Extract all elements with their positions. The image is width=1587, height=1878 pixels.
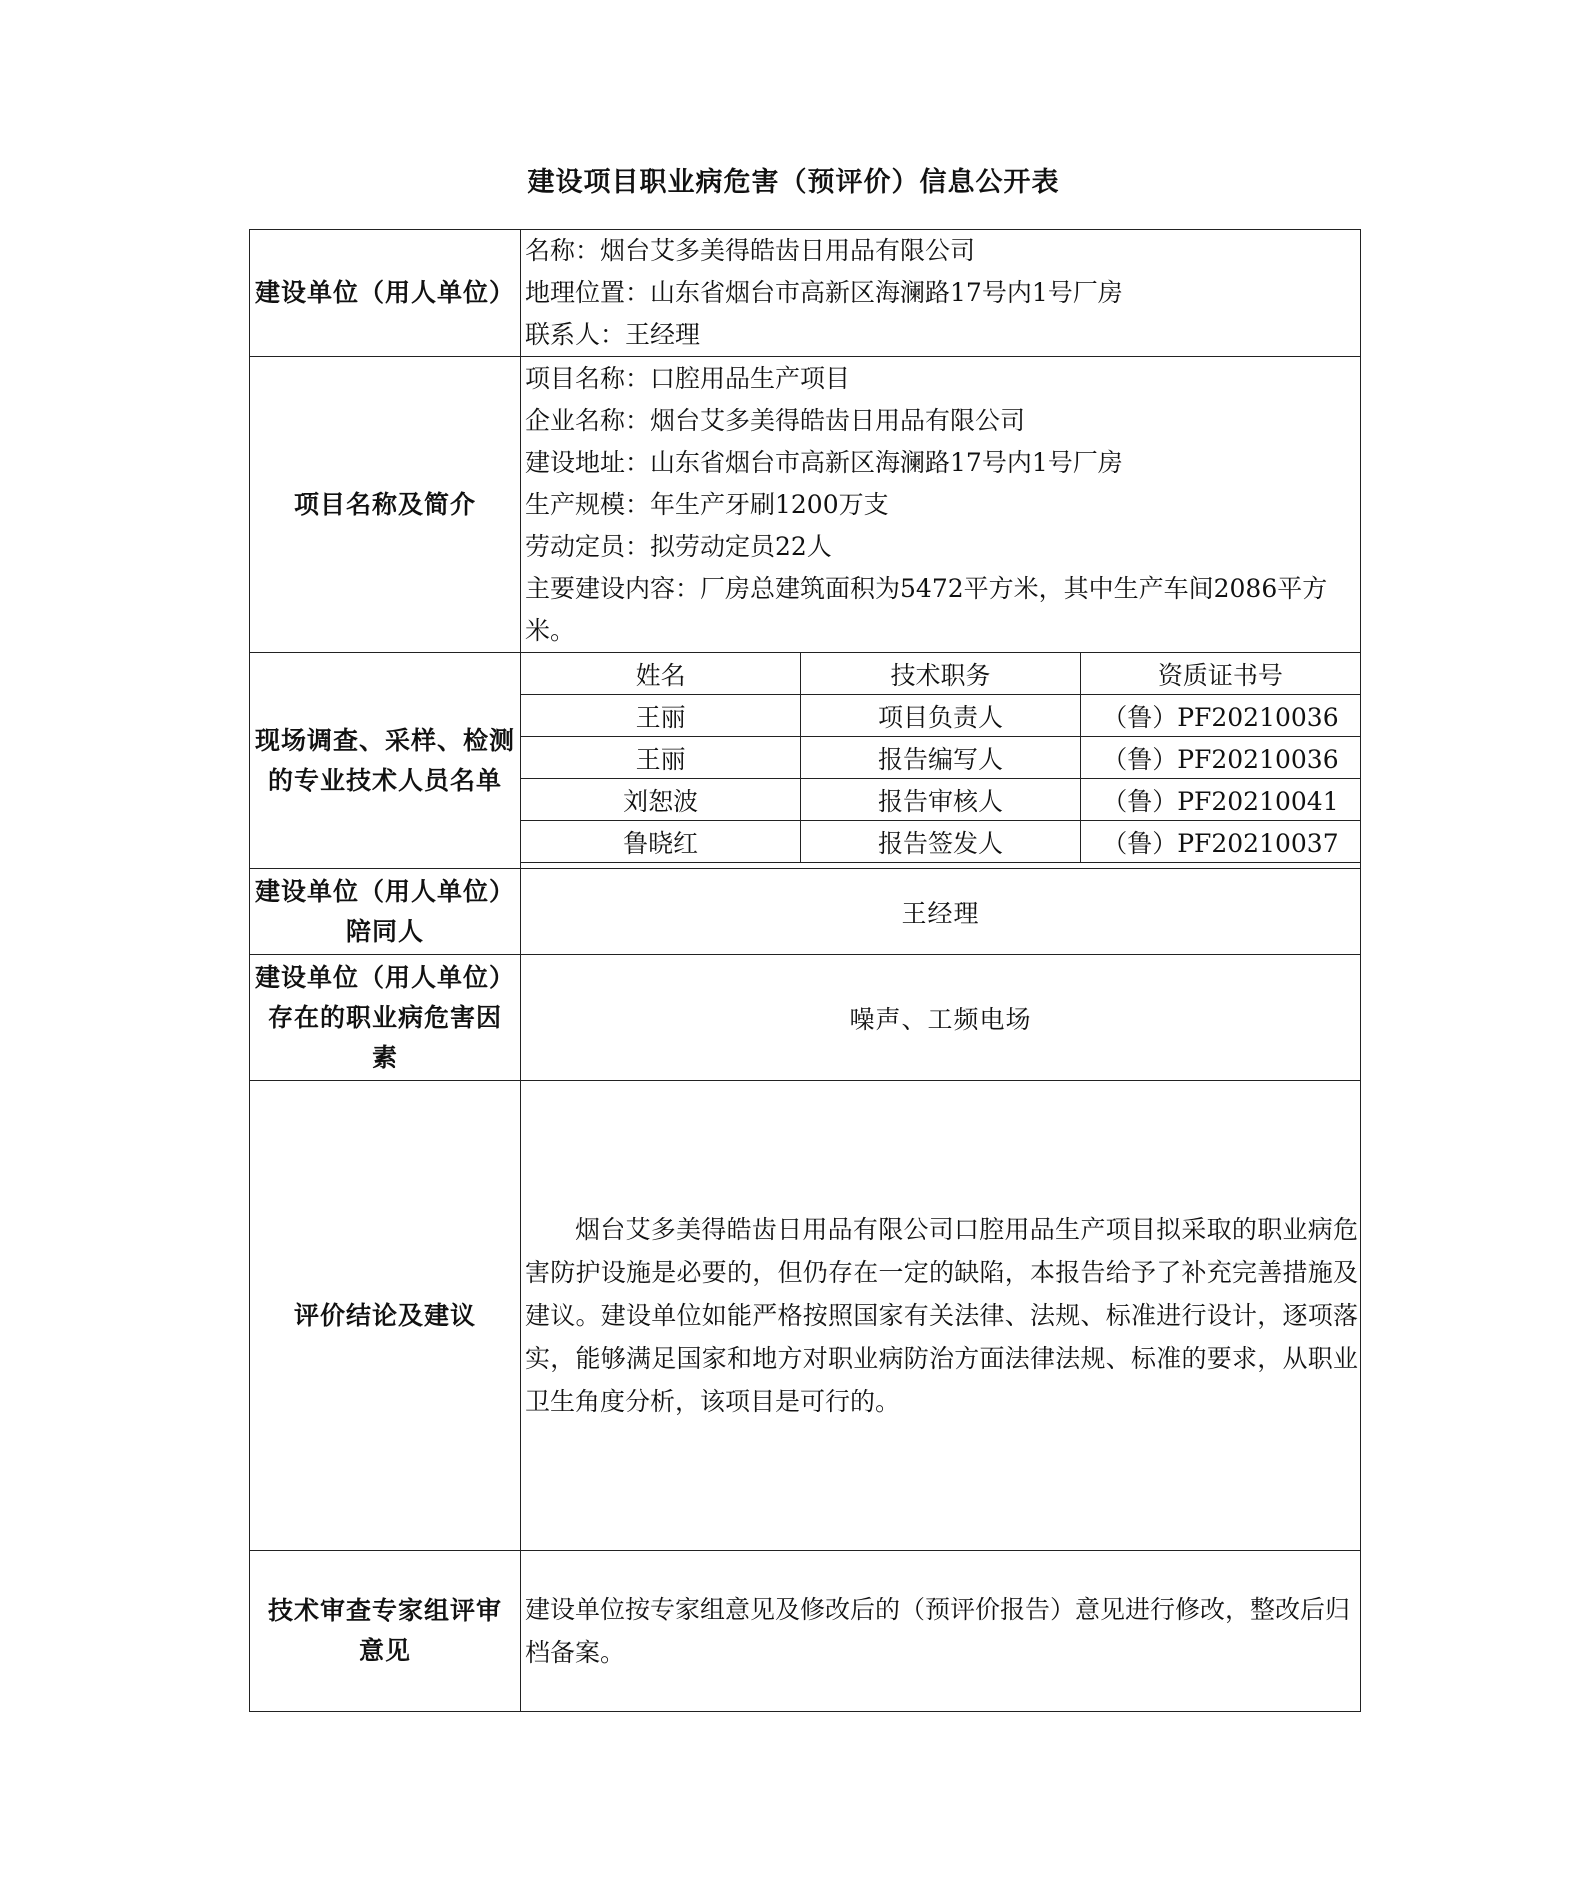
staff-header-row [521, 653, 1360, 695]
staff-header: 姓名 [521, 653, 801, 695]
hazards-value: 噪声、工频电场 [521, 955, 1361, 1081]
staff-cert: （鲁）PF20210036 [1080, 737, 1360, 779]
review-text: 建设单位按专家组意见及修改后的（预评价报告）意见进行修改，整改后归档备案。 [525, 1595, 1351, 1667]
staff-cell [521, 653, 1361, 869]
hazards-label-line: 素 [371, 1042, 398, 1072]
staff-role: 项目负责人 [801, 695, 1081, 737]
row-staff [250, 653, 1361, 869]
companion-value: 王经理 [521, 869, 1361, 955]
review-cell [521, 1551, 1361, 1712]
hazards-label-line: 建设单位（用人单位） [254, 962, 515, 992]
staff-name: 刘恕波 [521, 779, 801, 821]
project-info [521, 357, 1361, 653]
conclusion-text: 烟台艾多美得皓齿日用品有限公司口腔用品生产项目拟采取的职业病危害防护设施是必要的，但仍存在一定的缺陷，本报告给予了补充完善措施及建议。建设单位如能严格按照国家有关法律、法规、标准进行设计，逐项落实，能够满足国家和地方对职业病防治方面法律法规、标准的要求，从职业卫生角度分析，该项目是可行的。 [525, 1215, 1358, 1416]
row-conclusion [250, 1081, 1361, 1551]
conclusion-label: 评价结论及建议 [250, 1081, 521, 1551]
row-companion [250, 869, 1361, 955]
project-label: 项目名称及简介 [250, 357, 521, 653]
project-line: 建设地址：山东省烟台市高新区海澜路17号内1号厂房 [525, 447, 1123, 477]
row-review [250, 1551, 1361, 1712]
row-construction-unit [250, 230, 1361, 357]
staff-name: 鲁晓红 [521, 821, 801, 863]
review-label-line: 技术审查专家组评审 [267, 1596, 502, 1625]
document-title: 建设项目职业病危害（预评价）信息公开表 [527, 167, 1060, 198]
staff-table [521, 653, 1360, 863]
companion-label [250, 869, 521, 955]
staff-name: 王丽 [521, 737, 801, 779]
companion-label-line: 陪同人 [345, 916, 424, 946]
staff-cert: （鲁）PF20210041 [1080, 779, 1360, 821]
row-project [250, 357, 1361, 653]
project-content: 主要建设内容：厂房总建筑面积为5472平方米，其中生产车间2086平方米。 [525, 573, 1328, 645]
staff-row [521, 695, 1360, 737]
review-label-line: 意见 [358, 1636, 411, 1665]
staff-row [521, 737, 1360, 779]
staff-role: 报告审核人 [801, 779, 1081, 821]
unit-info [521, 230, 1361, 357]
staff-label-line: 现场调查、采样、检测 [254, 725, 515, 755]
staff-cert: （鲁）PF20210036 [1080, 695, 1360, 737]
review-label [250, 1551, 521, 1712]
unit-name: 名称：烟台艾多美得皓齿日用品有限公司 [525, 236, 976, 265]
staff-role: 报告签发人 [801, 821, 1081, 863]
info-table [249, 229, 1361, 1712]
staff-label-line: 的专业技术人员名单 [267, 765, 502, 795]
unit-location: 地理位置：山东省烟台市高新区海澜路17号内1号厂房 [525, 278, 1123, 307]
staff-row [521, 779, 1360, 821]
hazards-label [250, 955, 521, 1081]
unit-contact: 联系人：王经理 [525, 320, 701, 349]
project-line: 劳动定员：拟劳动定员22人 [525, 531, 832, 561]
staff-label [250, 653, 521, 869]
staff-row [521, 821, 1360, 863]
staff-name: 王丽 [521, 695, 801, 737]
row-hazards [250, 955, 1361, 1081]
unit-label: 建设单位（用人单位） [250, 230, 521, 357]
project-line: 项目名称：口腔用品生产项目 [525, 363, 851, 393]
conclusion-cell [521, 1081, 1361, 1551]
staff-header: 资质证书号 [1080, 653, 1360, 695]
staff-cert: （鲁）PF20210037 [1080, 821, 1360, 863]
project-line: 企业名称：烟台艾多美得皓齿日用品有限公司 [525, 405, 1026, 435]
hazards-label-line: 存在的职业病危害因 [267, 1002, 502, 1032]
staff-header: 技术职务 [801, 653, 1081, 695]
companion-label-line: 建设单位（用人单位） [254, 876, 515, 906]
staff-role: 报告编写人 [801, 737, 1081, 779]
project-line: 生产规模：年生产牙刷1200万支 [525, 489, 889, 519]
